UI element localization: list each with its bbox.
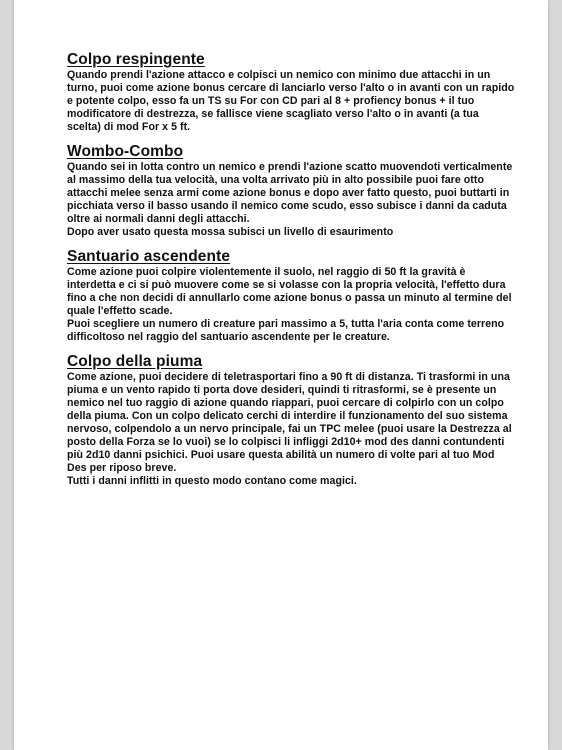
section-wombo-combo — [67, 143, 515, 239]
section-paragraph: Dopo aver usato questa mossa subisci un livello di esaurimento — [67, 226, 394, 238]
document-content — [67, 51, 515, 497]
section-paragraph: Puoi scegliere un numero di creature pari massimo a 5, tutta l'aria conta come terreno difficoltoso nel raggio del santuario ascendente per le creature. — [67, 318, 505, 343]
section-title: Wombo-Combo — [67, 143, 184, 160]
section-paragraph: Come azione puoi colpire violentemente il suolo, nel raggio di 50 ft la gravità è interdetta e ci si può muovere come se si volasse con la propria velocità, l'effetto dura fino a che non decidi di annullarlo come azione bonus o passa un minuto al termine del quale l'effetto scade. — [67, 266, 512, 317]
document-page — [14, 0, 548, 750]
section-paragraph: Quando prendi l'azione attacco e colpisci un nemico con minimo due attacchi in un turno, puoi come azione bonus cercare di lanciarlo verso l'alto o in avanti con un rapido e potente colpo, esso fa un TS su For con CD pari al 8 + profiency bonus + il tuo modificatore di destrezza, se fallisce viene scagliato verso l'alto o in avanti (a tua scelta) di mod For x 5 ft. — [67, 69, 515, 133]
section-title: Santuario ascendente — [67, 248, 231, 265]
section-santuario-ascendente — [67, 248, 515, 344]
section-paragraph: Tutti i danni inflitti in questo modo contano come magici. — [67, 475, 357, 487]
section-colpo-respingente — [67, 51, 515, 134]
section-colpo-della-piuma — [67, 353, 515, 488]
section-paragraph: Quando sei in lotta contro un nemico e prendi l'azione scatto muovendoti verticalmente al massimo della tua velocità, una volta arrivato più in alto possibile puoi fare otto attacchi melee senza armi come azione bonus e dopo aver fatto questo, puoi buttarti in picchiata verso il basso usando il nemico come scudo, esso subisce i danni da caduta oltre ai normali danni degli attacchi. — [67, 161, 513, 225]
section-paragraph: Come azione, puoi decidere di teletrasportari fino a 90 ft di distanza. Ti trasformi in una piuma e un vento rapido ti porta dove desideri, quindi ti ritrasformi, se è presente un nemico nel tuo raggio di azione quando riappari, puoi cercare di colpirlo con un colpo della piuma. Con un colpo delicato cerchi di interdire il funzionamento del suo sistema nervoso, colpendolo a un nervo principale, fai un TPC melee (puoi usare la Destrezza al posto della Forza se lo vuoi) se lo colpisci li infliggi 2d10+ mod des danni contundenti più 2d10 danni psichici. Puoi usare questa abilità un numero di volte pari al tuo Mod Des per riposo breve. — [67, 371, 512, 474]
section-title: Colpo respingente — [67, 51, 205, 68]
section-title: Colpo della piuma — [67, 353, 203, 370]
